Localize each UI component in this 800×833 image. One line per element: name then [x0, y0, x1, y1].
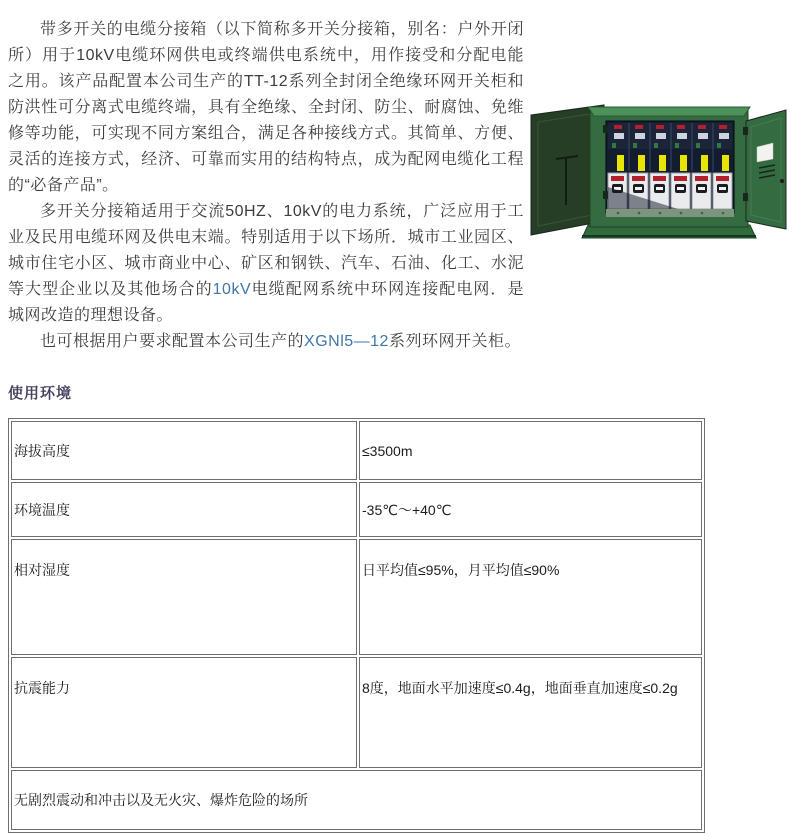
row-value-cell: -35℃～+40℃: [359, 482, 702, 537]
product-photo: [528, 95, 790, 240]
row-value-cell: 8度，地面水平加速度≤0.4g，地面垂直加速度≤0.2g: [359, 657, 702, 768]
row-label-cell: 海拔高度: [11, 421, 357, 480]
intro-paragraph-2-text-b: 电缆配网系统中环网连接配电网．是城网改造的理想设备。: [8, 281, 524, 324]
table-note-row: [11, 770, 702, 830]
intro-paragraph-3-text-a: 也可根据用户要求配置本公司生产的: [40, 333, 305, 350]
door-keyhole: [780, 179, 784, 183]
row-label-cell: 环境温度: [11, 482, 357, 537]
cabinet-body: [588, 107, 750, 227]
intro-paragraph-1-text: 带多开关的电缆分接箱（以下简称多开关分接箱，别名：户外开闭所）用于10kV电缆环网供电或终端供电系统中，用作接受和分配电能之用。该产品配置本公司生产的TT-12系列全封闭全绝缘环网开关柜和防洪性可分离式电缆终端，具有全绝缘、全封闭、防尘、耐腐蚀、免维修等功能，可实现不同方案组合，满足各种接线方式。其简单、方便、灵活的连接方式，经济、可靠而实用的结构特点，成为配网电缆化工程的“必备产品”。: [8, 21, 524, 194]
intro-paragraph-2: [8, 199, 524, 329]
section-title-usage-environment: 使用环境: [8, 385, 73, 402]
intro-paragraph-3: [8, 329, 524, 355]
row-label-cell: 相对湿度: [11, 539, 357, 655]
row-value-cell: 日平均值≤95%，月平均值≤90%: [359, 539, 702, 655]
interior-sill: [606, 209, 734, 217]
intro-paragraph-2-text-a: 多开关分接箱适用于交流50HZ、10kV的电力系统，广泛应用于工业及民用电缆环网及供电末端。特别适用于以下场所．城市工业园区、城市住宅小区、城市商业中心、矿区和钢铁、汽车、石油、化工、水泥等大型企业以及其他场合的: [8, 203, 524, 298]
intro-paragraph-1: [8, 17, 524, 199]
intro-text: [8, 17, 524, 355]
table-row: [11, 539, 702, 655]
usage-environment-table: [8, 418, 705, 833]
cable-branch-box-image: [528, 95, 790, 240]
table-row: [11, 421, 702, 480]
table-row: [11, 657, 702, 768]
note-cell: 无剧烈震动和冲击以及无火灾、爆炸危险的场所: [11, 770, 702, 830]
cabinet-right-door: [746, 110, 786, 229]
link-10kv[interactable]: 10kV: [212, 281, 252, 298]
row-label-cell: 抗震能力: [11, 657, 357, 768]
intro-paragraph-3-text-b: 系列环网开关柜。: [388, 333, 521, 350]
link-xgn15-12[interactable]: XGNl5—12: [304, 333, 389, 350]
table-row: [11, 482, 702, 537]
row-value-cell: ≤3500m: [359, 421, 702, 480]
